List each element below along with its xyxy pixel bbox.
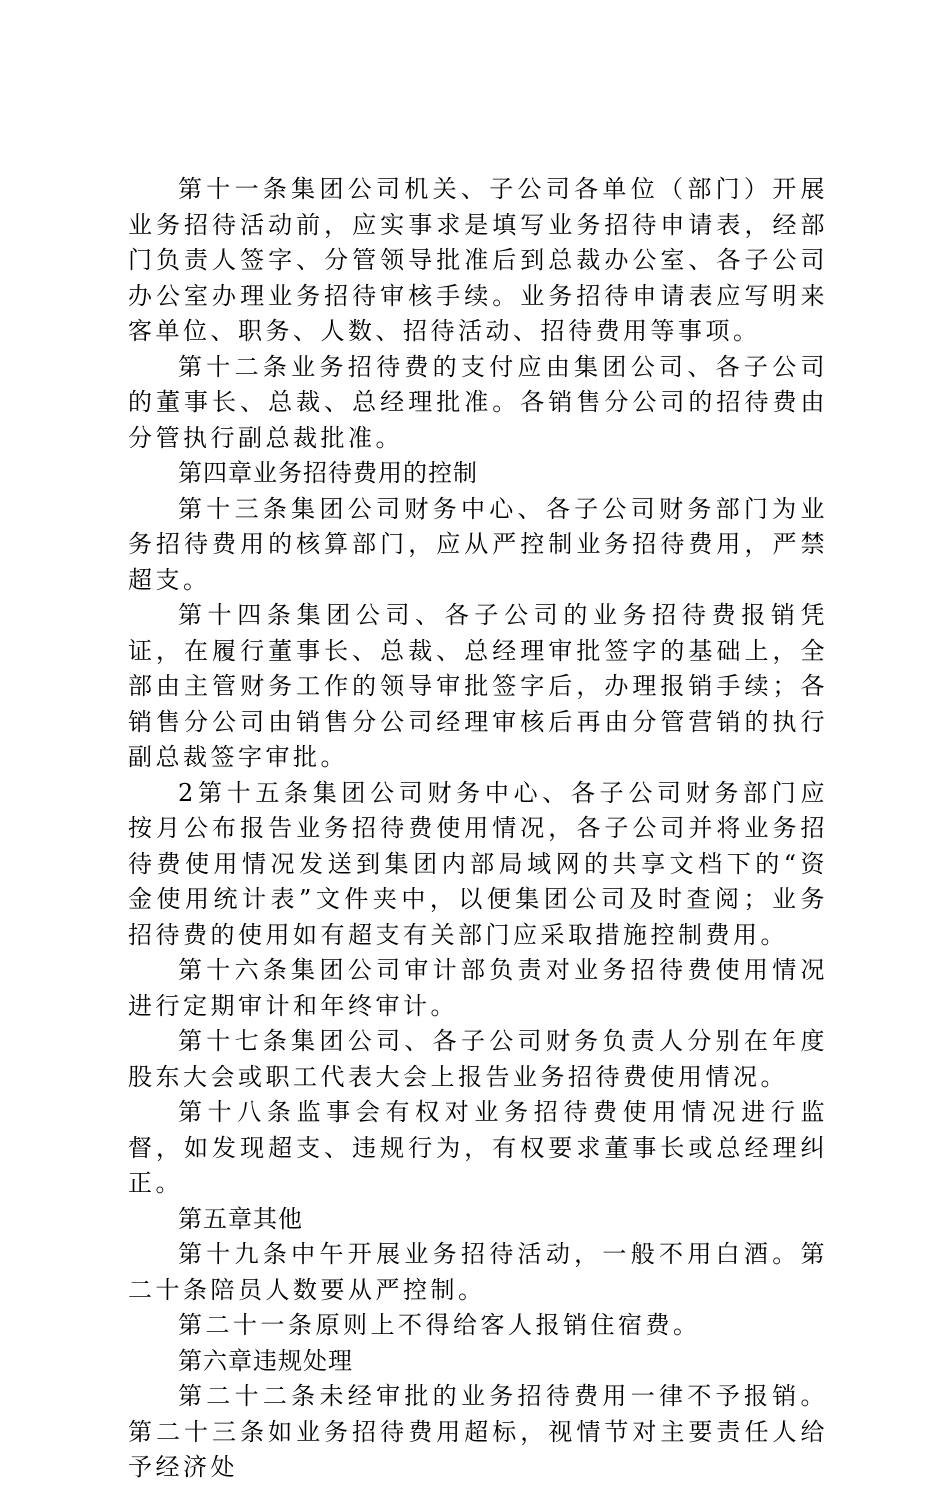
article-14: 第十四条集团公司、各子公司的业务招待费报销凭证，在履行董事长、总裁、总经理审批签字的基础上，全部由主管财务工作的领导审批签字后，办理报销手续；各销售分公司由销售分公司经理审核后再由分管营销的执行副总裁签字审批。 xyxy=(128,601,828,771)
article-19-20: 第十九条中午开展业务招待活动，一般不用白酒。第二十条陪员人数要从严控制。 xyxy=(128,1240,828,1304)
article-12: 第十二条业务招待费的支付应由集团公司、各子公司的董事长、总裁、总经理批准。各销售分公司的招待费由分管执行副总裁批准。 xyxy=(128,352,828,452)
chapter-5-heading: 第五章其他 xyxy=(178,1204,303,1233)
article-15: 2第十五条集团公司财务中心、各子公司财务部门应按月公布报告业务招待费使用情况，各子公司并将业务招待费使用情况发送到集团内部局域网的共享文档下的“资金使用统计表”文件夹中，以便集团公司及时查阅；业务招待费的使用如有超支有关部门应采取措施控制费用。 xyxy=(128,778,828,949)
article-22-23: 第二十二条未经审批的业务招待费用一律不予报销。第二十三条如业务招待费用超标，视情节对主要责任人给予经济处 xyxy=(128,1382,828,1481)
article-16: 第十六条集团公司审计部负责对业务招待费使用情况进行定期审计和年终审计。 xyxy=(128,956,828,1020)
chapter-4-heading: 第四章业务招待费用的控制 xyxy=(178,459,478,487)
article-11: 第十一条集团公司机关、子公司各单位（部门）开展业务招待活动前，应实事求是填写业务招待申请表，经部门负责人签字、分管领导批准后到总裁办公室、各子公司办公室办理业务招待审核手续。业务招待申请表应写明来客单位、职务、人数、招待活动、招待费用等事项。 xyxy=(128,175,828,345)
article-21: 第二十一条原则上不得给客人报销住宿费。 xyxy=(178,1311,701,1339)
article-17: 第十七条集团公司、各子公司财务负责人分别在年度股东大会或职工代表大会上报告业务招待费使用情况。 xyxy=(128,1027,828,1091)
article-18: 第十八条监事会有权对业务招待费使用情况进行监督，如发现超支、违规行为，有权要求董事长或总经理纠正。 xyxy=(128,1098,828,1197)
chapter-6-heading: 第六章违规处理 xyxy=(178,1346,353,1375)
article-13: 第十三条集团公司财务中心、各子公司财务部门为业务招待费用的核算部门，应从严控制业务招待费用，严禁超支。 xyxy=(128,494,828,594)
document-body xyxy=(128,172,828,1486)
